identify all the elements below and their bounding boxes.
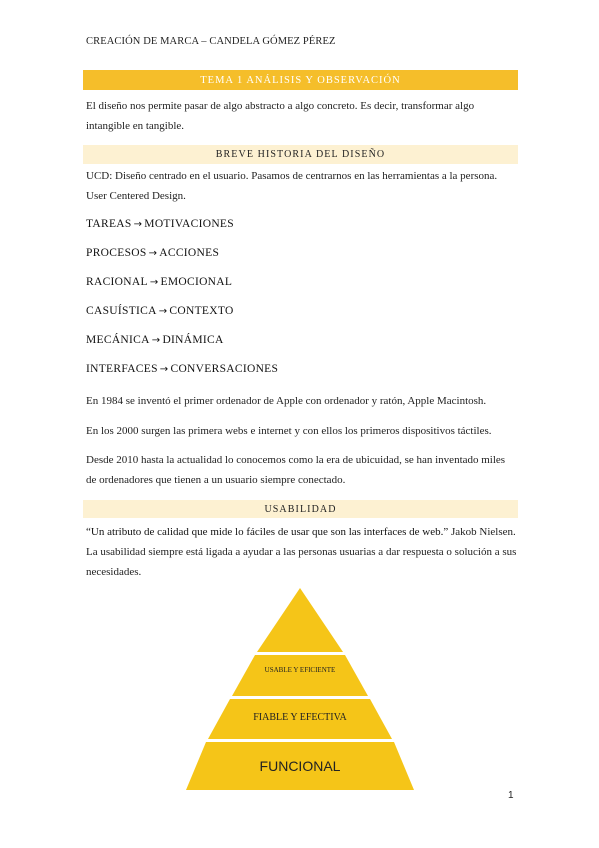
shift-from: RACIONAL (86, 276, 148, 288)
shift-to: ACCIONES (159, 247, 220, 259)
usability-text: La usabilidad siempre está ligada a ayudar a las personas usuarias a dar respuesta o solución a sus necesidades. (86, 546, 517, 578)
shift-to: DINÁMICA (162, 334, 224, 346)
section-title-history: BREVE HISTORIA DEL DISEÑO (83, 145, 518, 164)
shift-to: EMOCIONAL (160, 276, 233, 288)
right-arrow-icon: → (158, 306, 168, 317)
nielsen-quote: “Un atributo de calidad que mide lo fáciles de usar que son las interfaces de web.” (86, 526, 449, 538)
document-header: CREACIÓN DE MARCA – CANDELA GÓMEZ PÉREZ (86, 36, 336, 47)
shift-item (86, 218, 234, 230)
chapter-title-band: TEMA 1 ANÁLISIS Y OBSERVACIÓN (83, 70, 518, 90)
quote-author: Jakob Nielsen. (448, 526, 516, 538)
ucd-paragraph: UCD: Diseño centrado en el usuario. Pasamos de centrarnos en las herramientas a la persona. User Centered Design. (86, 170, 498, 202)
right-arrow-icon: → (149, 277, 159, 288)
pyramid-level-top (257, 588, 343, 652)
pyramid-label-fiable: FIABLE Y EFECTIVA (253, 712, 347, 723)
shift-item (86, 334, 224, 346)
usability-pyramid (186, 588, 414, 790)
right-arrow-icon: → (151, 335, 161, 346)
section-title-usability: USABILIDAD (83, 500, 518, 518)
pyramid-level-usable (232, 655, 368, 696)
paragraph-2010: Desde 2010 hasta la actualidad lo conocemos como la era de ubicuidad, se han inventado miles de ordenadores que tienen a un usuario siempre conectado. (86, 454, 506, 486)
right-arrow-icon: → (148, 248, 158, 259)
shift-from: CASUÍSTICA (86, 305, 157, 317)
shift-from: INTERFACES (86, 363, 158, 375)
shift-item (86, 305, 234, 317)
usability-paragraph (86, 522, 518, 582)
shift-item (86, 363, 278, 375)
right-arrow-icon: → (159, 364, 169, 375)
pyramid-label-usable: USABLE Y EFICIENTE (264, 666, 336, 674)
shift-from: MECÁNICA (86, 334, 150, 346)
shift-item (86, 247, 219, 259)
paragraph-2000: En los 2000 surgen las primera webs e internet y con ellos los primeros dispositivos táctiles. (86, 425, 492, 437)
shift-to: CONVERSACIONES (170, 363, 279, 375)
shift-item (86, 276, 232, 288)
shift-from: PROCESOS (86, 247, 147, 259)
page-number: 1 (508, 790, 514, 801)
intro-paragraph: El diseño nos permite pasar de algo abstracto a algo concreto. Es decir, transformar algo intangible en tangible. (86, 100, 475, 132)
pyramid-label-funcional: FUNCIONAL (259, 758, 341, 774)
shift-to: CONTEXTO (169, 305, 234, 317)
right-arrow-icon: → (133, 219, 143, 230)
paragraph-1984: En 1984 se inventó el primer ordenador de Apple con ordenador y ratón, Apple Macintosh. (86, 395, 487, 407)
shift-from: TAREAS (86, 218, 132, 230)
shift-to: MOTIVACIONES (144, 218, 234, 230)
